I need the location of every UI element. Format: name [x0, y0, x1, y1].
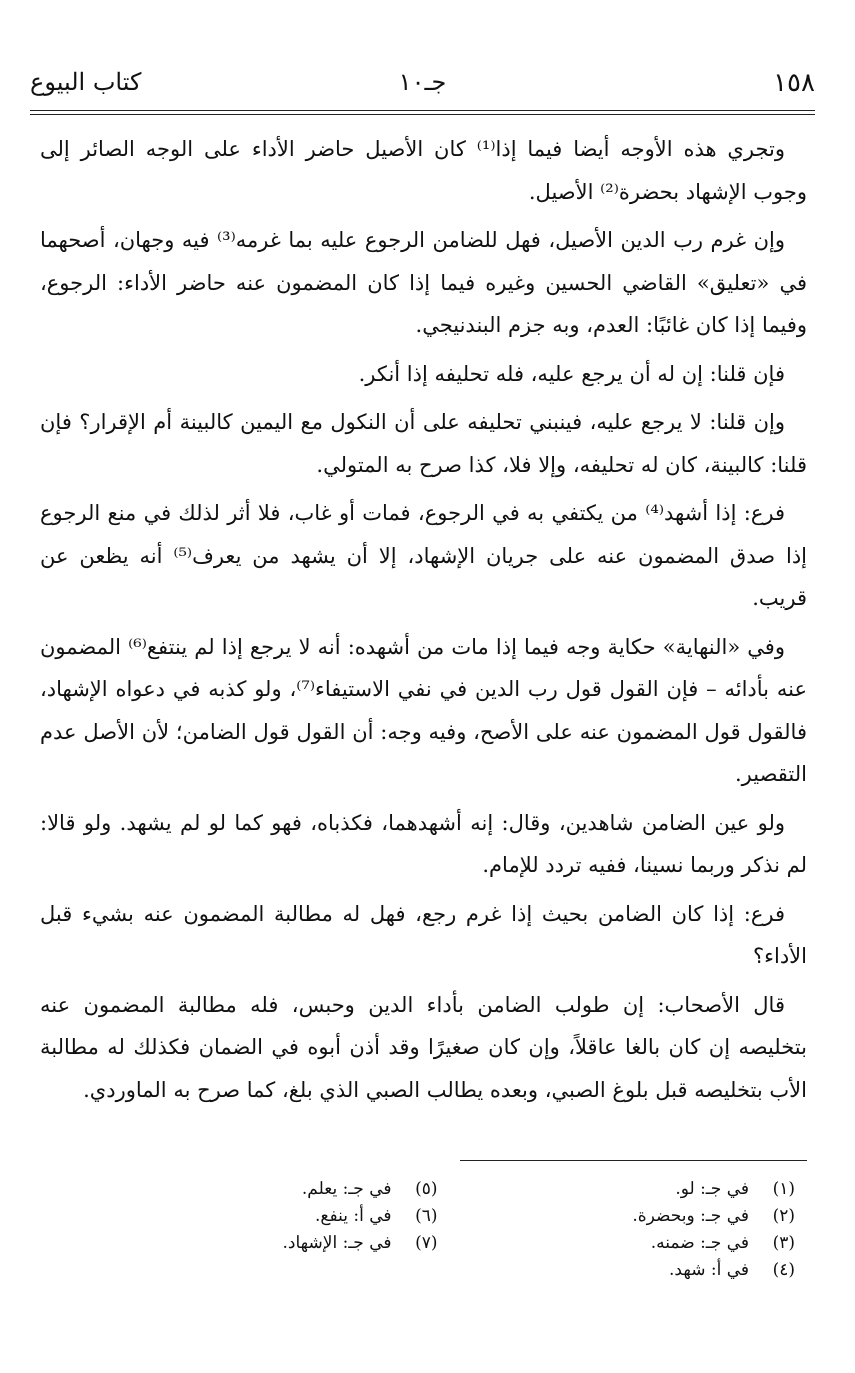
- footnote: [478, 1176, 796, 1203]
- footnote-text: في أ: ينفع.: [315, 1206, 392, 1226]
- footnote-number: (٤): [772, 1260, 795, 1280]
- footnote-column-left: [120, 1176, 438, 1284]
- footnote-number: (٣): [772, 1233, 795, 1253]
- paragraph: وإن قلنا: لا يرجع عليه، فينبني تحليفه على أن النكول مع اليمين كالبينة أم الإقرار؟ فإن قلنا: كالبينة، كان له تحليفه، وإلا فلا، كذا صرح به المتولي.: [40, 410, 807, 477]
- paragraph: ولو عين الضامن شاهدين، وقال: إنه أشهدهما، فكذباه، فهو كما لو لم يشهد. ولو قالا: لم نذكر وربما نسينا، ففيه تردد للإمام.: [40, 810, 807, 877]
- paragraph: فإن قلنا: إن له أن يرجع عليه، فله تحليفه إذا أنكر.: [358, 361, 785, 386]
- footnote-text: في جـ: يعلم.: [301, 1179, 392, 1199]
- footnote: [120, 1230, 438, 1257]
- footnote-column-right: [478, 1176, 796, 1284]
- footnote: [478, 1257, 796, 1284]
- footnote-number: (٢): [772, 1206, 795, 1226]
- footnote: [478, 1203, 796, 1230]
- page-number: ١٥٨: [773, 68, 815, 98]
- footnote-text: في جـ: وبحضرة.: [632, 1206, 749, 1226]
- paragraph: وفي «النهاية» حكاية وجه فيما إذا مات من أشهده: أنه لا يرجع إذا لم ينتفع⁽⁶⁾ المضمون عنه بأدائه – فإن القول قول رب الدين في نفي الاستيفاء⁽⁷⁾، ولو كذبه في دعواه الإشهاد، فالقول قول المضمون عنه على الأصح، وفيه وجه: أن القول قول الضامن؛ لأن الأصل عدم التقصير.: [40, 634, 807, 786]
- volume-label: جـ١٠: [398, 68, 447, 96]
- header-rule-thin: [30, 114, 815, 115]
- paragraph: فرع: إذا أشهد⁽⁴⁾ من يكتفي به في الرجوع، فمات أو غاب، فلا أثر لذلك في منع الرجوع إذا صدق المضمون عنه على جريان الإشهاد، إلا أن يشهد من يعرف⁽⁵⁾ أنه يظعن عن قريب.: [40, 501, 808, 610]
- paragraph: وإن غرم رب الدين الأصيل، فهل للضامن الرجوع عليه بما غرمه⁽³⁾ فيه وجهان، أصحهما في «تعليق» القاضي الحسين وغيره فيما إذا كان المضمون عنه حاضر الأداء: الرجوع، وفيما إذا كان غائبًا: العدم، وبه جزم البندنيجي.: [40, 228, 807, 337]
- main-text: [40, 128, 807, 1117]
- footnote-number: (١): [772, 1179, 795, 1199]
- footnote-text: في جـ: لو.: [675, 1179, 749, 1199]
- footnote-text: في أ: شهد.: [669, 1260, 749, 1280]
- footnote-number: (٦): [415, 1206, 438, 1226]
- footnote: [478, 1230, 796, 1257]
- header-rule: [30, 110, 815, 111]
- paragraph: وتجري هذه الأوجه أيضا فيما إذا⁽¹⁾ كان الأصيل حاضر الأداء على الوجه الصائر إلى وجوب الإشهاد بحضرة⁽²⁾ الأصيل.: [40, 137, 807, 204]
- paragraph: فرع: إذا كان الضامن بحيث إذا غرم رجع، فهل له مطالبة المضمون عنه بشيء قبل الأداء؟: [40, 901, 807, 968]
- footnote-text: في جـ: ضمنه.: [650, 1233, 749, 1253]
- footnote: [120, 1176, 438, 1203]
- footnote: [120, 1203, 438, 1230]
- footnote-number: (٥): [415, 1179, 438, 1199]
- paragraph: قال الأصحاب: إن طولب الضامن بأداء الدين وحبس، فله مطالبة المضمون عنه بتخليصه إن كان بالغا عاقلاً، وإن كان صغيرًا وقد أذن أبوه في الضمان فكذلك له مطالبة الأب بتخليصه قبل بلوغ الصبي، وبعده يطالب الصبي الذي بلغ، كما صرح به الماوردي.: [40, 992, 807, 1102]
- footnotes: [120, 1176, 795, 1284]
- book-title: كتاب البيوع: [30, 68, 142, 96]
- footnote-text: في جـ: الإشهاد.: [282, 1233, 392, 1253]
- running-header: [30, 58, 815, 98]
- footnote-rule: [460, 1160, 807, 1161]
- footnote-number: (٧): [415, 1233, 438, 1253]
